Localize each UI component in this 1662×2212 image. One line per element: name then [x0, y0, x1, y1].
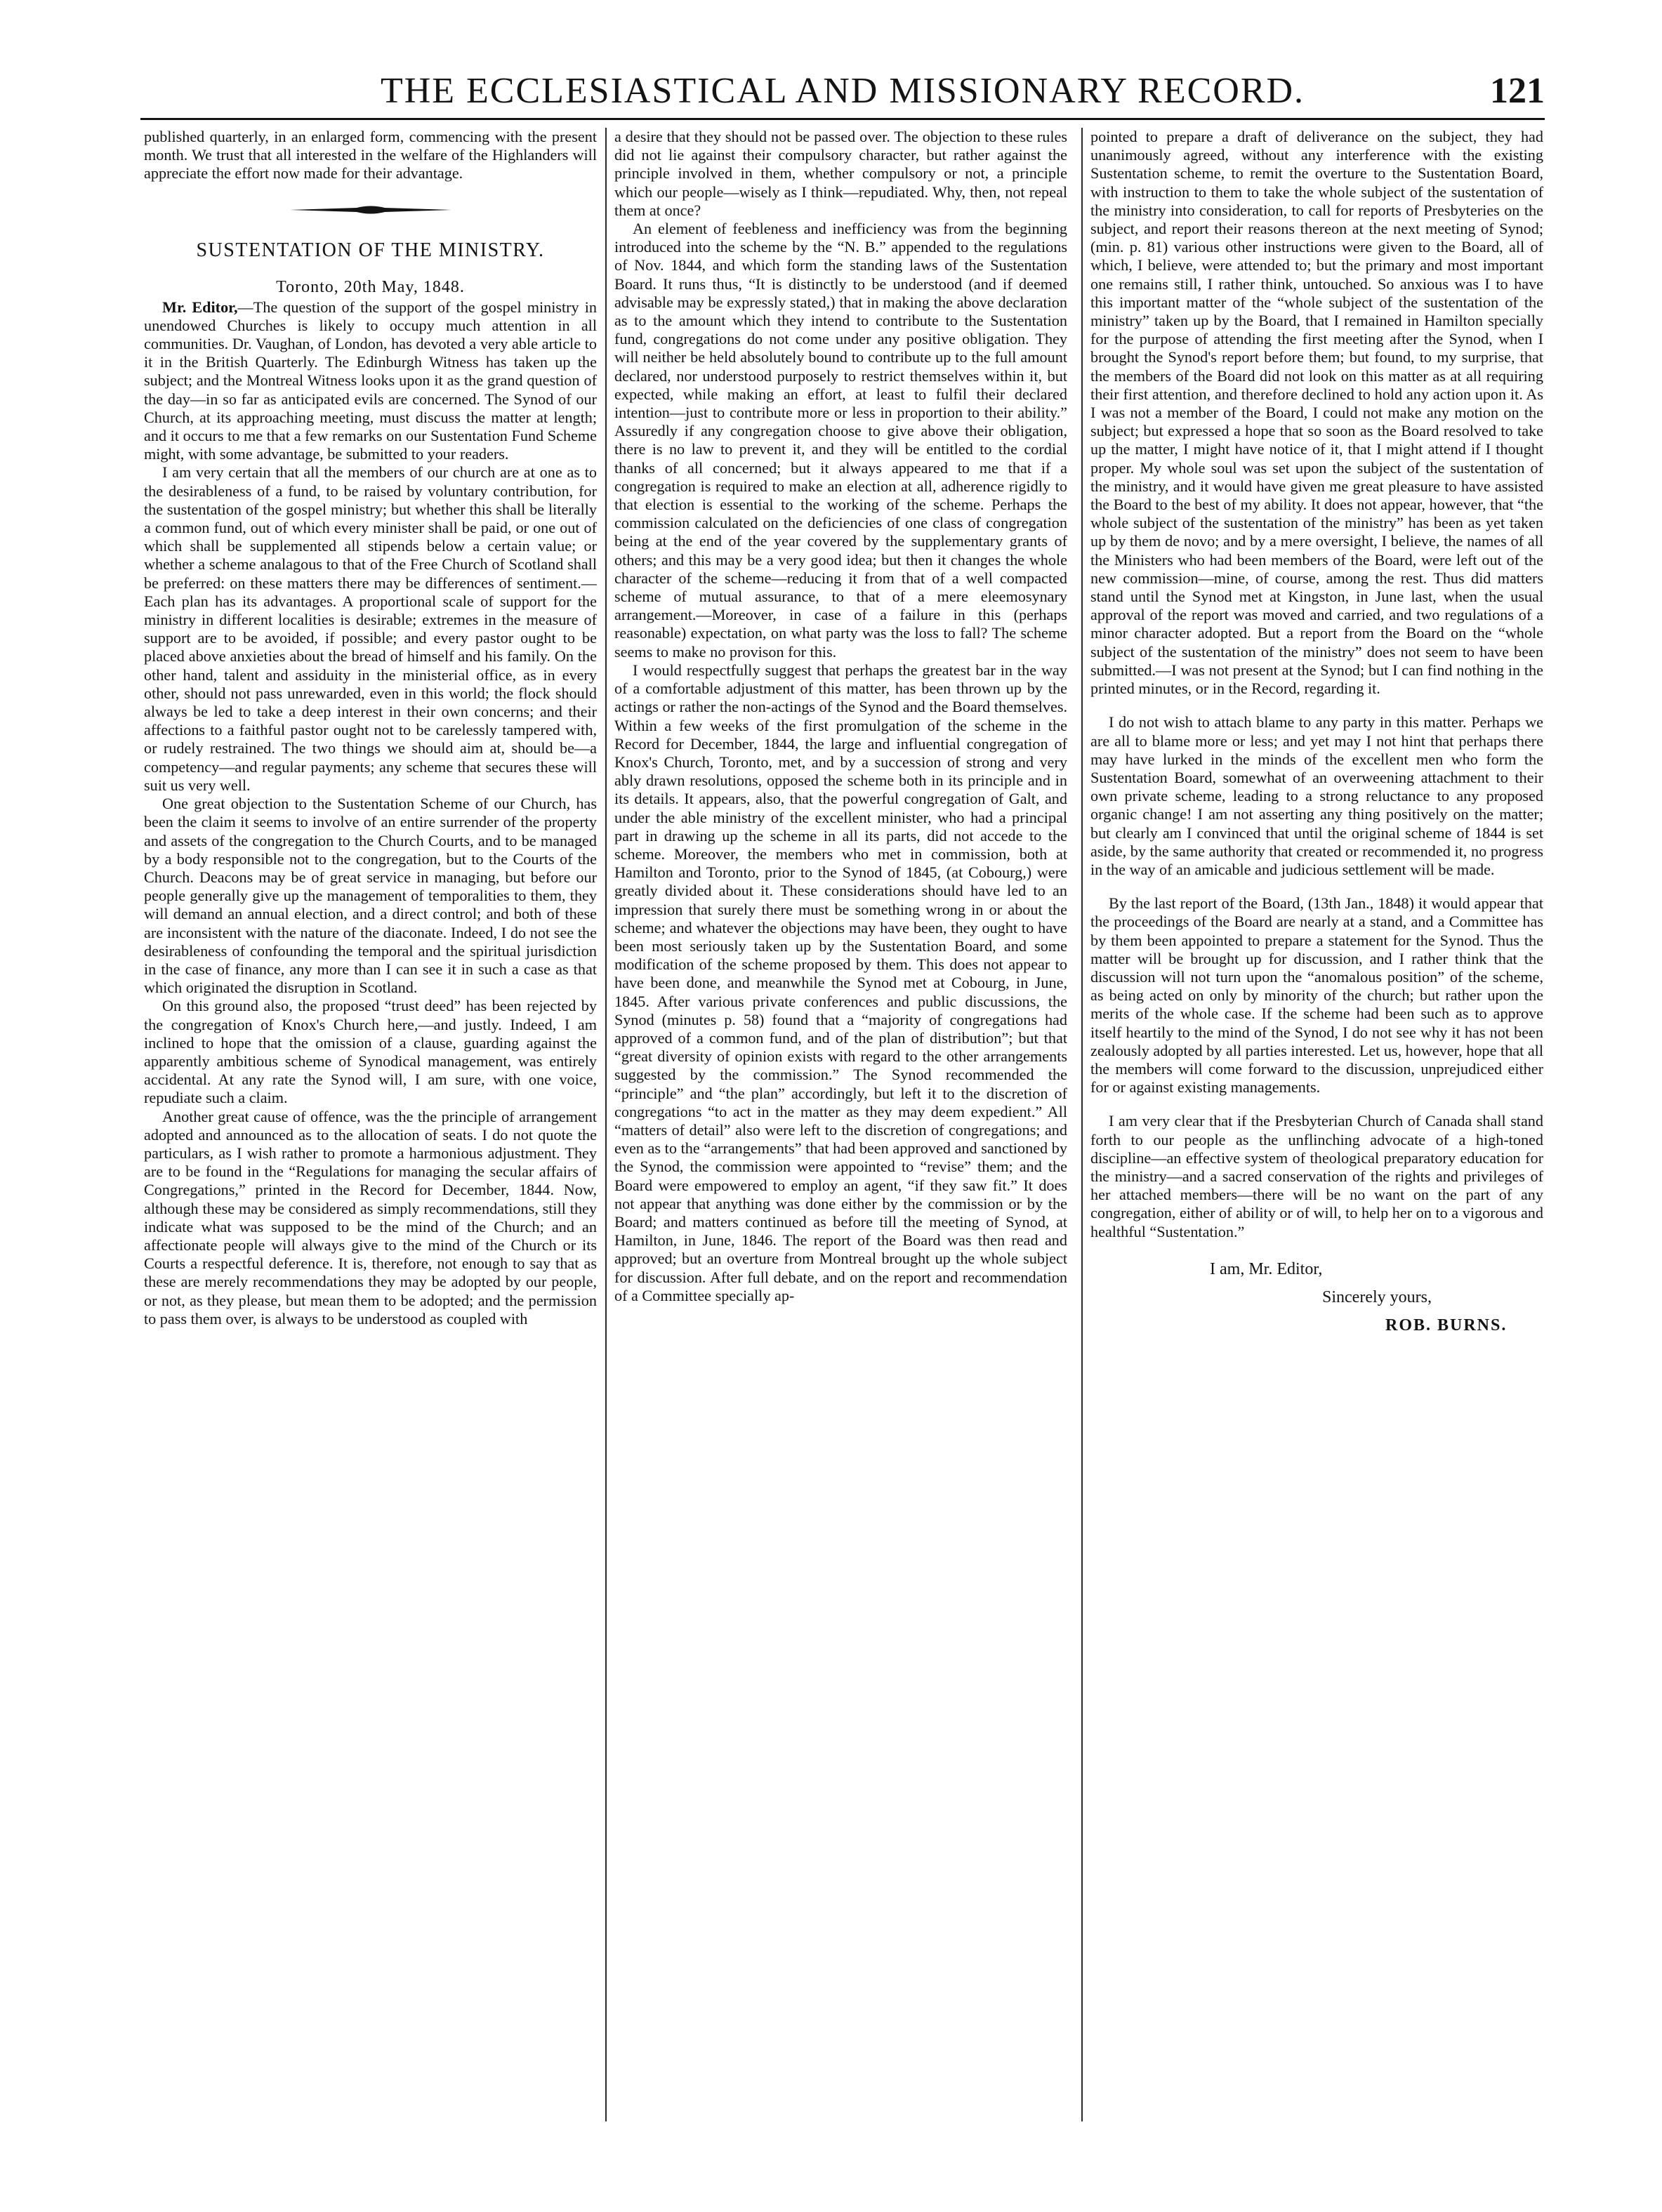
article-paragraph: a desire that they should not be passed over. The objection to these rules did not lie against their compulsory character, but rather against the principle involved in them, whether compulsory or not, a principle which our people—wisely as I think—repudiated. Why, then, not repeal them at once?: [614, 128, 1067, 219]
article-paragraph: By the last report of the Board, (13th Jan., 1848) it would appear that the proceedings of the Board are nearly at a stand, and a Committee has by them been appointed to prepare a statement for the Synod. Thus the matter will be brought up for discussion, and I rather think that the discussion will not turn upon the “anomalous position” of the scheme, as being acted on only by minority of the church; but rather upon the merits of the whole case. If the scheme had been such as to approve itself heartily to the mind of the Synod, I do not see why it has not been zealously adopted by all parties interested. Let us, however, hope that all the members will come forward to the discussion, unprejudiced either for or against existing managements.: [1090, 894, 1543, 1097]
article-paragraph: I do not wish to attach blame to any party in this matter. Perhaps we are all to blame more or less; and yet may I not hint that perhaps there may have lurked in the minds of the excellent men who form the Sustentation Board, somewhat of an overweening attachment to their own private scheme, leading to a strong reluctance to any proposed organic change! I am not asserting any thing positively on the matter; but clearly am I convinced that until the original scheme of 1844 is set aside, by the same authority that created or recommended it, no progress in the way of an amicable and judicious settlement will be made.: [1090, 713, 1543, 878]
dateline: Toronto, 20th May, 1848.: [276, 277, 465, 296]
intro-paragraph: published quarterly, in an enlarged form, commencing with the present month. We trust that all interested in the welfare of the Highlanders will appreciate the effort now made for their advantage.: [144, 128, 597, 183]
article-paragraph: I would respectfully suggest that perhaps the greatest bar in the way of a comfortable adjustment of this matter, has been thrown up by the actings or rather the non-actings of the Synod and the Board themselves. Within a few weeks of the first promulgation of the scheme in the Record for December, 1844, the large and influential congregation of Knox's Church, Toronto, met, and by a succession of strong and very ably drawn resolutions, opposed the scheme both in its principle and in its details. It appears, also, that the powerful congregation of Galt, and under the able ministry of the excellent minister, who had a principal part in drawing up the scheme in all its parts, did not accede to the scheme. Moreover, the members who met in commission, both at Hamilton and Toronto, prior to the Synod of 1845, (at Cobourg,) were greatly divided about it. These considerations should have led to an impression that surely there must be something wrong in or about the scheme; and whatever the objections may have been, they ought to have been most seriously taken up by the Sustentation Board, and some modification of the scheme proposed by them. This does not appear to have been done, and meanwhile the Synod met at Cobourg, in June, 1845. After various private conferences and public discussions, the Synod (minutes p. 58) found that a “majority of congregations had approved of a common fund, and of the plan of distribution”; but that “great diversity of opinion exists with regard to the other arrangements suggested by the commission.” The Synod recommended the “principle” and “the plan” accordingly, but left it to the discretion of congregations “to act in the matter as they may deem expedient.” All “matters of detail” also were left to the discretion of congregations; and even as to the “arrangements” that had been approved and sanctioned by the Synod, the commission were appointed to “revise” them; and the Board were empowered to employ an agent, “if they saw fit.” It does not appear that anything was done either by the commission or by the Board; and matters continued as before till the meeting of Synod, at Hamilton, in June, 1846. The report of the Board was then read and approved; but an overture from Montreal brought up the whole subject for discussion. After full debate, and on the report and recommendation of a Committee specially ap-: [614, 661, 1067, 1304]
article-paragraph: Another great cause of offence, was the the principle of arrangement adopted and announced as to the allocation of seats. I do not quote the particulars, as I wish rather to promote a harmonious adjustment. They are to be found in the “Regulations for managing the secular affairs of Congregations,” printed in the Record for December, 1844. Now, although these may be considered as simply recommendations, still they indicate what was supposed to be the mind of the Church; and an affectionate people will always give to the mind of the Church or its Courts a respectful deference. It is, therefore, not enough to say that as these are merely recommendations they may be adopted by our people, or not, as they please, but mean them to be adopted; and the permission to pass them over, is always to be understood as coupled with: [144, 1107, 597, 1327]
signoff-line: Sincerely yours,: [1322, 1287, 1432, 1306]
signature: ROB. BURNS.: [1385, 1316, 1508, 1335]
column-divider: [1081, 128, 1083, 2121]
publication-title: THE ECCLESIASTICAL AND MISSIONARY RECORD.: [380, 71, 1305, 111]
divider-ornament: [290, 204, 451, 216]
column-left: [144, 128, 597, 2143]
column-middle: [614, 128, 1067, 2143]
article-paragraph: [144, 298, 597, 464]
masthead: [140, 69, 1545, 114]
column-divider: [605, 128, 607, 2121]
article-paragraph: One great objection to the Sustentation Scheme of our Church, has been the claim it seems to involve of an entire surrender of the property and assets of the congregation to the Church Courts, and to be managed by a body responsible not to the congregation, but to the Courts of the Church. Deacons may be of great service in managing, but before our people generally give up the management of temporalities to them, they will demand an annual election, and a direct control; and both of these are inconsistent with the nature of the diaconate. Indeed, I do not see the desirableness of confounding the temporal and the spiritual jurisdiction in the case of finance, any more than I can see it in such a case as that which originated the disruption in Scotland.: [144, 795, 597, 997]
article-paragraph: On this ground also, the proposed “trust deed” has been rejected by the congregation of Knox's Church here,—and justly. Indeed, I am inclined to hope that the omission of a clause, guarding against the apparently ambitious scheme of Synodical management, was entirely accidental. At any rate the Synod will, I am sure, with one voice, repudiate such a claim.: [144, 997, 597, 1107]
column-right: [1090, 128, 1543, 2143]
article-paragraph: I am very clear that if the Presbyterian Church of Canada shall stand forth to our people as the unflinching advocate of a high-toned discipline—an effective system of theological preparatory education for the ministry—and a sacred conservation of the rights and privileges of her attached members—there will be no want on the part of any congregation, either of ability or of will, to help her on to a vigorous and healthful “Sustentation.”: [1090, 1112, 1543, 1240]
article-paragraph: I am very certain that all the members of our church are at one as to the desirableness of a fund, to be raised by voluntary contribution, for the sustentation of the gospel ministry; but whether this shall be literally a common fund, out of which every minister shall be paid, or one out of which shall be supplemented all stipends below a certain value; or whether a scheme analagous to that of the Free Church of Scotland shall be preferred: on these matters there may be differences of sentiment.—Each plan has its advantages. A proportional scale of support for the ministry in different localities is desirable; extremes in the measure of support are to be avoided, if possible; and every pastor ought to be placed above anxieties about the bread of himself and his family. On the other hand, talent and assiduity in the ministerial office, as in every other, should not pass unrewarded, even in this world; the flock should always be led to take a deep interest in their own concerns; and their affections to a faithful pastor ought not to be carelessly tampered with, or rudely restrained. The two things we should aim at, should be—a competency—and regular payments; any scheme that secures these will suit us very well.: [144, 463, 597, 794]
closing-line: I am, Mr. Editor,: [1210, 1259, 1323, 1278]
article-paragraph: An element of feebleness and inefficiency was from the beginning introduced into the scheme by the “N. B.” appended to the regulations of Nov. 1844, and which form the standing laws of the Sustentation Board. It runs thus, “It is distinctly to be understood (and if deemed advisable may be expressly stated,) that in making the above declaration as to the amount which they intend to contribute to the Sustentation fund, congregations do not come under any positive obligation. They will neither be held absolutely bound to contribute up to the full amount declared, nor understood purposely to restrict themselves within it, but expected, while making an effort, at least to fulfil their declared intention—just to contribute more or less in proportion to their ability.” Assuredly if any congregation choose to give above their obligation, there is no law to prevent it, and they will be entitled to the cordial thanks of all concerned; but it always appeared to me that if a congregation is required to make an election at all, adherence rigidly to that election is essential to the working of the scheme. Perhaps the commission calculated on the deficiencies of one class of congregation being at the end of the year covered by the supplementary grants of others; and this may be a very good idea; but then it changes the whole character of the scheme—reducing it from that of a well compacted scheme of mutual assurance, to that of a mere eleemosynary arrangement.—Moreover, in case of a failure in this (perhaps reasonable) expectation, on what party was the loss to fall? The scheme seems to make no provison for this.: [614, 220, 1067, 661]
section-title: SUSTENTATION OF THE MINISTRY.: [196, 239, 545, 261]
paragraph-text: —The question of the support of the gospel ministry in unendowed Churches is likely to occupy much attention in all communities. Dr. Vaughan, of London, has devoted a very able article to it in the British Quarterly. The Edinburgh Witness has taken up the subject; and the Montreal Witness looks upon it as the grand question of the day—in so far as anticipated evils are concerned. The Synod of our Church, at its approaching meeting, must discuss the matter at length; and it occurs to me that a few remarks on our Sustentation Fund Scheme might, with some advantage, be submitted to your readers.: [144, 298, 597, 463]
page-number: 121: [1490, 71, 1545, 111]
header-rule: [140, 118, 1545, 120]
letter-closing: [1090, 1255, 1543, 1339]
article-paragraph: pointed to prepare a draft of deliverance on the subject, they had unanimously agreed, without any interference with the existing Sustentation scheme, to remit the overture to the Sustentation Board, with instruction to them to take the whole subject of the sustentation of the ministry into consideration, to call for reports of Presbyteries on the subject, and report their reasons thereon at the next meeting of Synod; (min. p. 81) various other instructions were given to the Board, all of which, I believe, were attended to; but the primary and most important one remains still, I rather think, untouched. So anxious was I to have this important matter of the “whole subject of the sustentation of the ministry” taken up by the Board, that I remained in Hamilton specially for the purpose of attending the first meeting after the Synod, when I brought the Synod's report before them; but found, to my surprise, that the members of the Board did not look on this matter as at all requiring their first attention, and therefore declined to hold any action upon it. As I was not a member of the Board, I could not make any motion on the subject; but expressed a hope that so soon as the Board resolved to take up the matter, I might have notice of it, that I might attend if I thought proper. My whole soul was set upon the subject of the sustentation of the ministry, and it would have given me great pleasure to have assisted the Board to the best of my ability. It does not appear, however, that “the whole subject of the sustentation of the ministry” has been as yet taken up by them de novo; and by a mere oversight, I believe, the names of all the Ministers who had been members of the Board, were left out of the new commission—mine, of course, among the rest. Thus did matters stand until the Synod met at Kingston, in June last, when the usual approval of the report was moved and carried, and two regulations of a minor character adopted. But a report from the Board on the “whole subject of the sustentation of the ministry” does not seem to have been submitted.—I was not present at the Synod; but I can find nothing in the printed minutes, or in the Record, regarding it.: [1090, 128, 1543, 698]
salutation: Mr. Editor,: [162, 298, 238, 316]
